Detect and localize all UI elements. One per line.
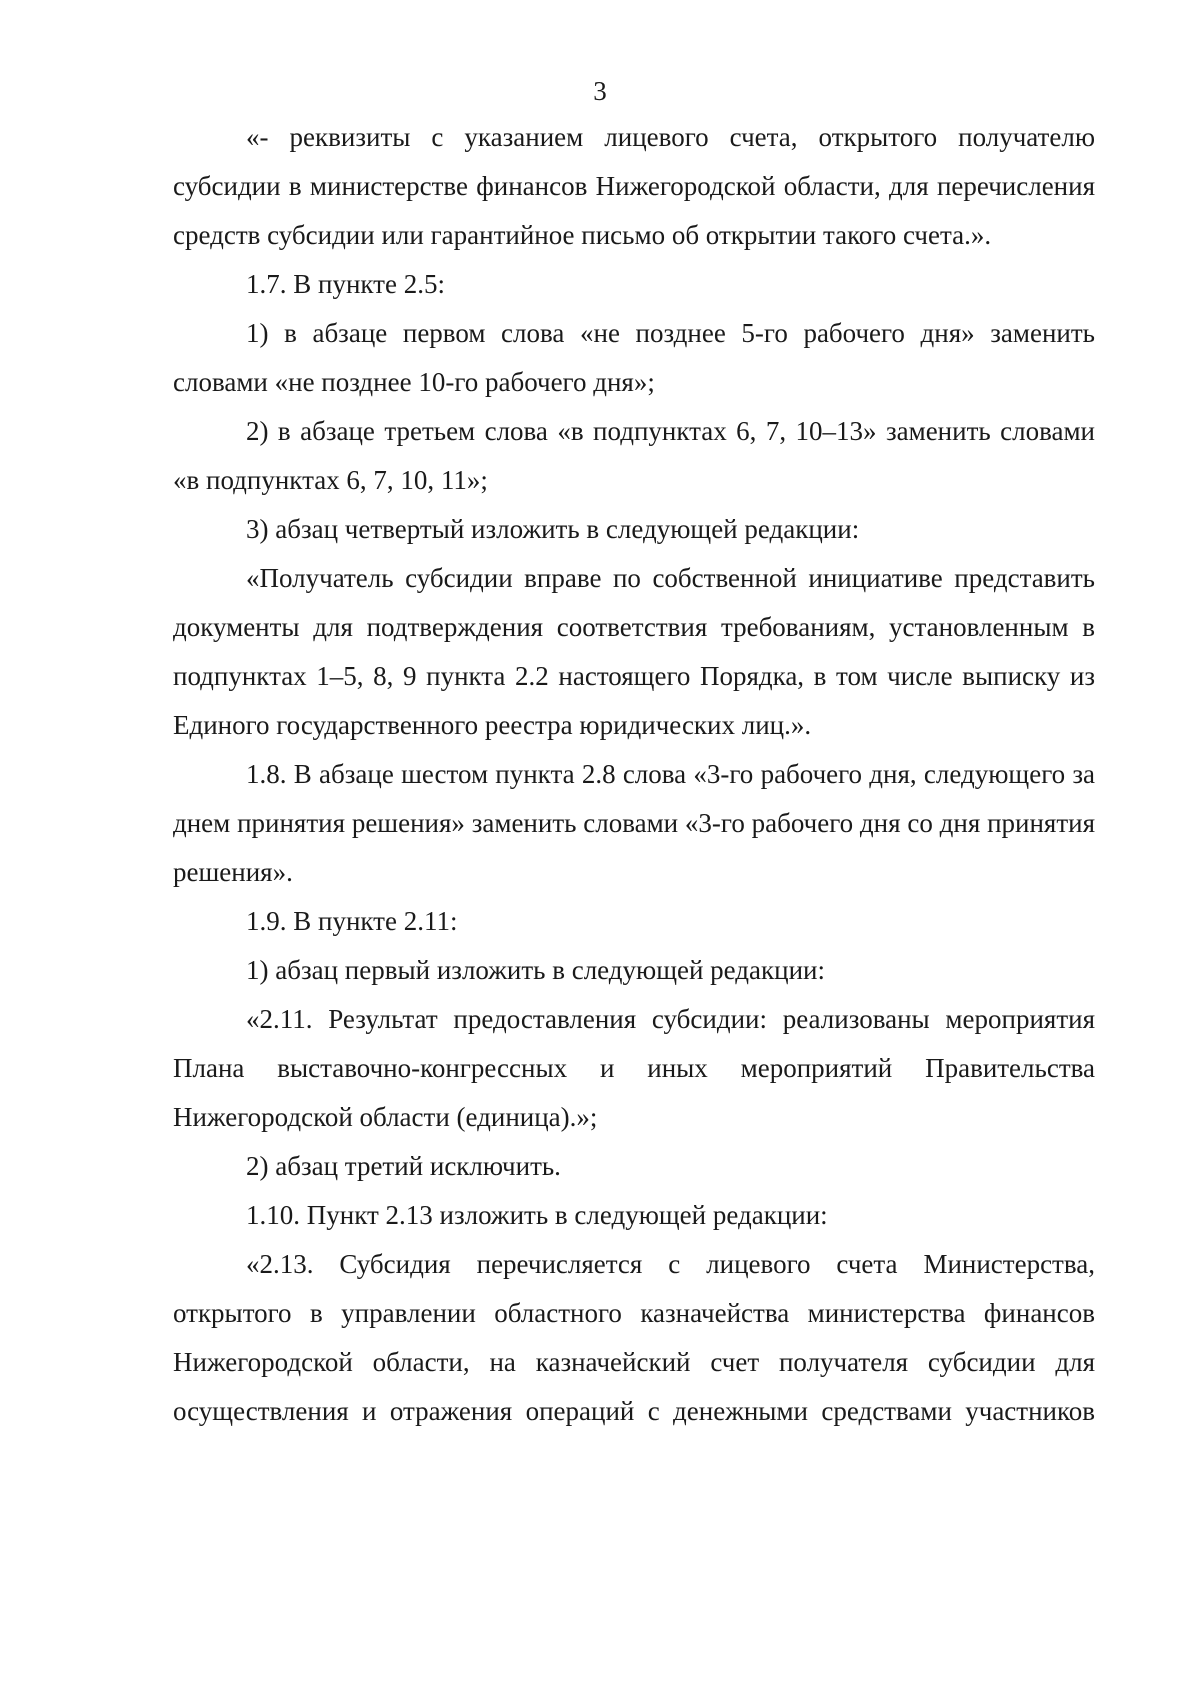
paragraph-1-7-item-2: 2) в абзаце третьем слова «в подпунктах 6, 7, 10–13» заменить словами «в подпунктах 6, 7, 10, 11»;	[173, 416, 1095, 495]
page-number: 3	[593, 76, 607, 106]
paragraph-1-9-item-1: 1) абзац первый изложить в следующей редакции:	[246, 955, 825, 985]
paragraph-1-7: 1.7. В пункте 2.5:	[246, 269, 445, 299]
paragraph-recipient-quote: «Получатель субсидии вправе по собственной инициативе представить документы для подтверждения соответствия требованиям, установленным в подпунктах 1–5, 8, 9 пункта 2.2 настоящего Порядка, в том числе выписку из Единого государственного реестра юридических лиц.».	[173, 563, 1095, 740]
paragraph-1-7-item-1: 1) в абзаце первом слова «не позднее 5-го рабочего дня» заменить словами «не позднее 10-го рабочего дня»;	[173, 318, 1095, 397]
paragraph-2-13-quote: «2.13. Субсидия перечисляется с лицевого счета Министерства, открытого в управлении областного казначейства министерства финансов Нижегородской области, на казначейский счет получателя субсидии для осуществления и отражения операций с денежными средствами участников	[173, 1249, 1095, 1426]
paragraph-2-11-quote: «2.11. Результат предоставления субсидии: реализованы мероприятия Плана выставочно-конгрессных и иных мероприятий Правительства Нижегородской области (единица).»;	[173, 1004, 1095, 1132]
paragraph-1-9: 1.9. В пункте 2.11:	[246, 906, 458, 936]
paragraph-1-10: 1.10. Пункт 2.13 изложить в следующей редакции:	[246, 1200, 828, 1230]
document-body	[173, 113, 1095, 1436]
paragraph-1-9-item-2: 2) абзац третий исключить.	[246, 1151, 561, 1181]
paragraph-1-8: 1.8. В абзаце шестом пункта 2.8 слова «3-го рабочего дня, следующего за днем принятия решения» заменить словами «3-го рабочего дня со дня принятия решения».	[173, 759, 1095, 887]
paragraph-1-7-item-3: 3) абзац четвертый изложить в следующей редакции:	[246, 514, 860, 544]
paragraph-requisites: «- реквизиты с указанием лицевого счета, открытого получателю субсидии в министерстве финансов Нижегородской области, для перечисления средств субсидии или гарантийное письмо об открытии такого счета.».	[173, 122, 1095, 250]
